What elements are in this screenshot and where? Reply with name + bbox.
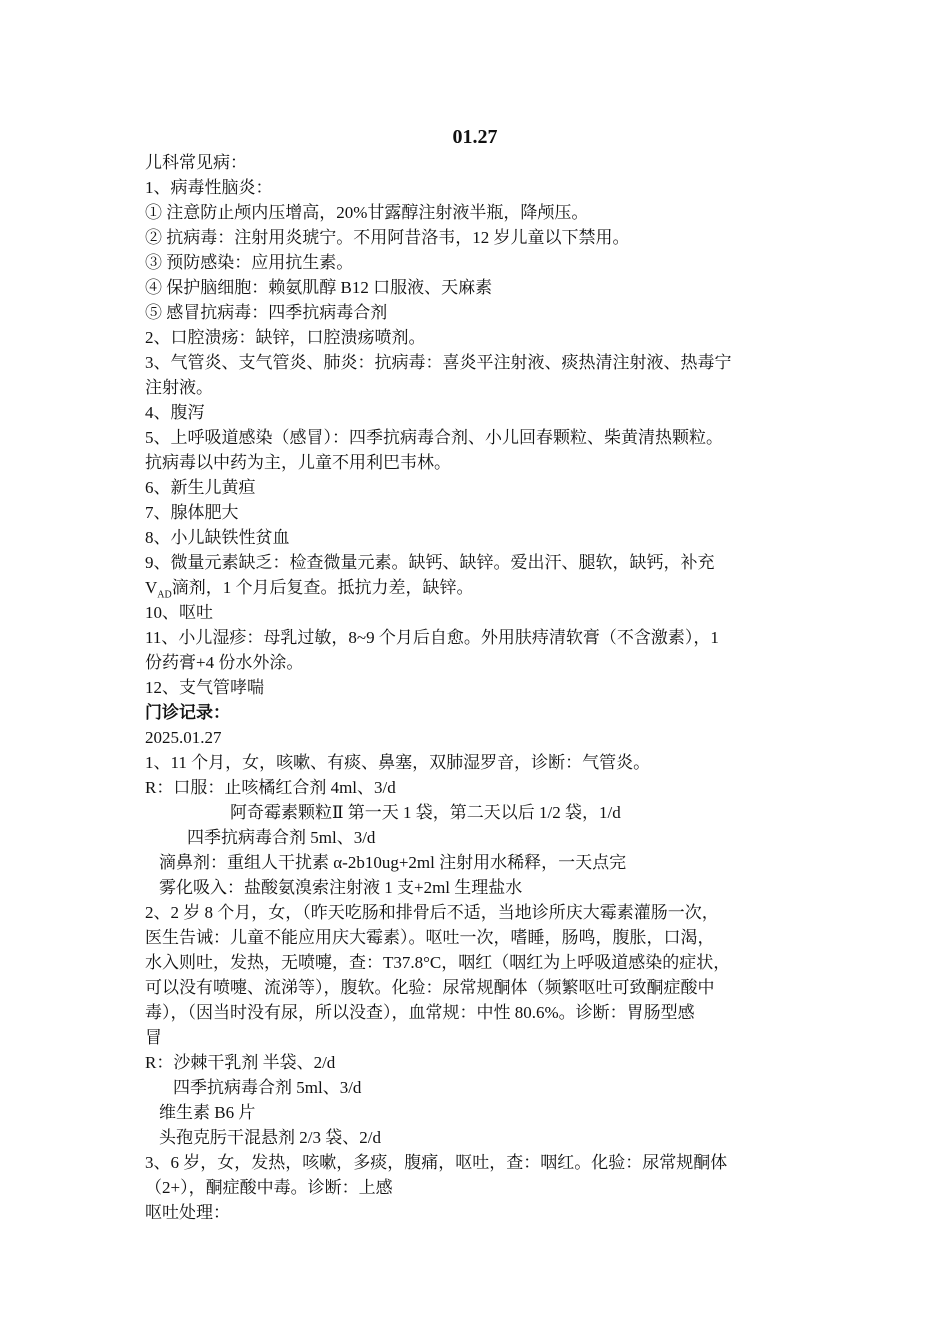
- text-line: 份药膏+4 份水外涂。: [145, 653, 304, 672]
- case1-rx-line: 阿奇霉素颗粒Ⅱ 第一天 1 袋，第二天以后 1/2 袋，1/d: [230, 803, 621, 822]
- text-line: 6、新生儿黄疸: [145, 478, 256, 497]
- text-line: ② 抗病毒：注射用炎琥宁。不用阿昔洛韦，12 岁儿童以下禁用。: [145, 228, 630, 247]
- case1-rx-line: 滴鼻剂：重组人干扰素 α-2b10ug+2ml 注射用水稀释，一天点完: [159, 853, 627, 872]
- text-line: 9、微量元素缺乏：检查微量元素。缺钙、缺锌。爱出汗、腿软，缺钙，补充: [145, 553, 715, 572]
- text-line: 2、口腔溃疡：缺锌，口腔溃疡喷剂。: [145, 328, 426, 347]
- text-line: 10、呕吐: [145, 603, 213, 622]
- vomit-heading: 呕吐处理：: [145, 1203, 230, 1222]
- section-heading: 门诊记录：: [145, 703, 230, 722]
- case2-description: 可以没有喷嚏、流涕等），腹软。化验：尿常规酮体（频繁呕吐可致酮症酸中: [145, 978, 715, 997]
- text-line: 8、小儿缺铁性贫血: [145, 528, 290, 547]
- vad-prefix: V: [145, 578, 158, 597]
- text-line: 5、上呼吸道感染（感冒）：四季抗病毒合剂、小儿回春颗粒、柴黄清热颗粒。: [145, 428, 723, 447]
- text-line: 4、腹泻: [145, 403, 205, 422]
- text-line: ① 注意防止颅内压增高，20%甘露醇注射液半瓶，降颅压。: [145, 203, 589, 222]
- record-date: 2025.01.27: [145, 728, 222, 747]
- case3-description: （2+），酮症酸中毒。诊断：上感: [145, 1178, 393, 1197]
- case2-description: 水入则吐，发热，无喷嚏，查：T37.8°C，咽红（咽红为上呼吸道感染的症状，: [145, 953, 731, 972]
- case2-description: 2、2 岁 8 个月，女，（昨天吃肠和排骨后不适，当地诊所庆大霉素灌肠一次，: [145, 903, 719, 922]
- text-line: 3、气管炎、支气管炎、肺炎：抗病毒：喜炎平注射液、痰热清注射液、热毒宁: [145, 353, 732, 372]
- case2-description: 医生告诫：儿童不能应用庆大霉素）。呕吐一次，嗜睡，肠鸣，腹胀，口渴，: [145, 928, 715, 947]
- case2-description: 毒），（因当时没有尿，所以没查），血常规：中性 80.6%。诊断：胃肠型感: [145, 1003, 695, 1022]
- text-line: 抗病毒以中药为主，儿童不用利巴韦林。: [145, 453, 451, 472]
- case1-rx-line: 雾化吸入：盐酸氨溴索注射液 1 支+2ml 生理盐水: [159, 878, 523, 897]
- text-line: 1、病毒性脑炎：: [145, 178, 273, 197]
- text-line: 7、腺体肥大: [145, 503, 239, 522]
- text-line: 12、支气管哮喘: [145, 678, 264, 697]
- text-line: 注射液。: [145, 378, 213, 397]
- case1-rx-line: R：口服：止咳橘红合剂 4ml、3/d: [145, 778, 396, 797]
- vad-rest: 滴剂，1 个月后复查。抵抗力差，缺锌。: [171, 578, 474, 597]
- case2-rx-line: 四季抗病毒合剂 5ml、3/d: [173, 1078, 362, 1097]
- text-line: ⑤ 感冒抗病毒：四季抗病毒合剂: [145, 303, 388, 322]
- case2-description: 冒: [145, 1028, 162, 1047]
- case1-rx-line: 四季抗病毒合剂 5ml、3/d: [187, 828, 376, 847]
- text-line: ③ 预防感染：应用抗生素。: [145, 253, 354, 272]
- text-line: 儿科常见病：: [145, 153, 247, 172]
- case2-rx-line: 头孢克肟干混悬剂 2/3 袋、2/d: [159, 1128, 381, 1147]
- text-line: ④ 保护脑细胞：赖氨肌醇 B12 口服液、天麻素: [145, 278, 493, 297]
- case2-rx-line: 维生素 B6 片: [159, 1103, 256, 1122]
- case2-rx-line: R：沙棘干乳剂 半袋、2/d: [145, 1053, 336, 1072]
- text-line: 11、小儿湿疹：母乳过敏，8~9 个月后自愈。外用肤痔清软膏（不含激素），1: [145, 628, 719, 647]
- case1-description: 1、11 个月，女，咳嗽、有痰、鼻塞，双肺湿罗音，诊断：气管炎。: [145, 753, 651, 772]
- vad-subscript: AD: [157, 589, 172, 601]
- document-body: [145, 150, 805, 1225]
- document-title: 01.27: [452, 126, 498, 148]
- case3-description: 3、6 岁，女，发热，咳嗽，多痰，腹痛，呕吐，查：咽红。化验：尿常规酮体: [145, 1153, 728, 1172]
- vad-line: [145, 575, 805, 600]
